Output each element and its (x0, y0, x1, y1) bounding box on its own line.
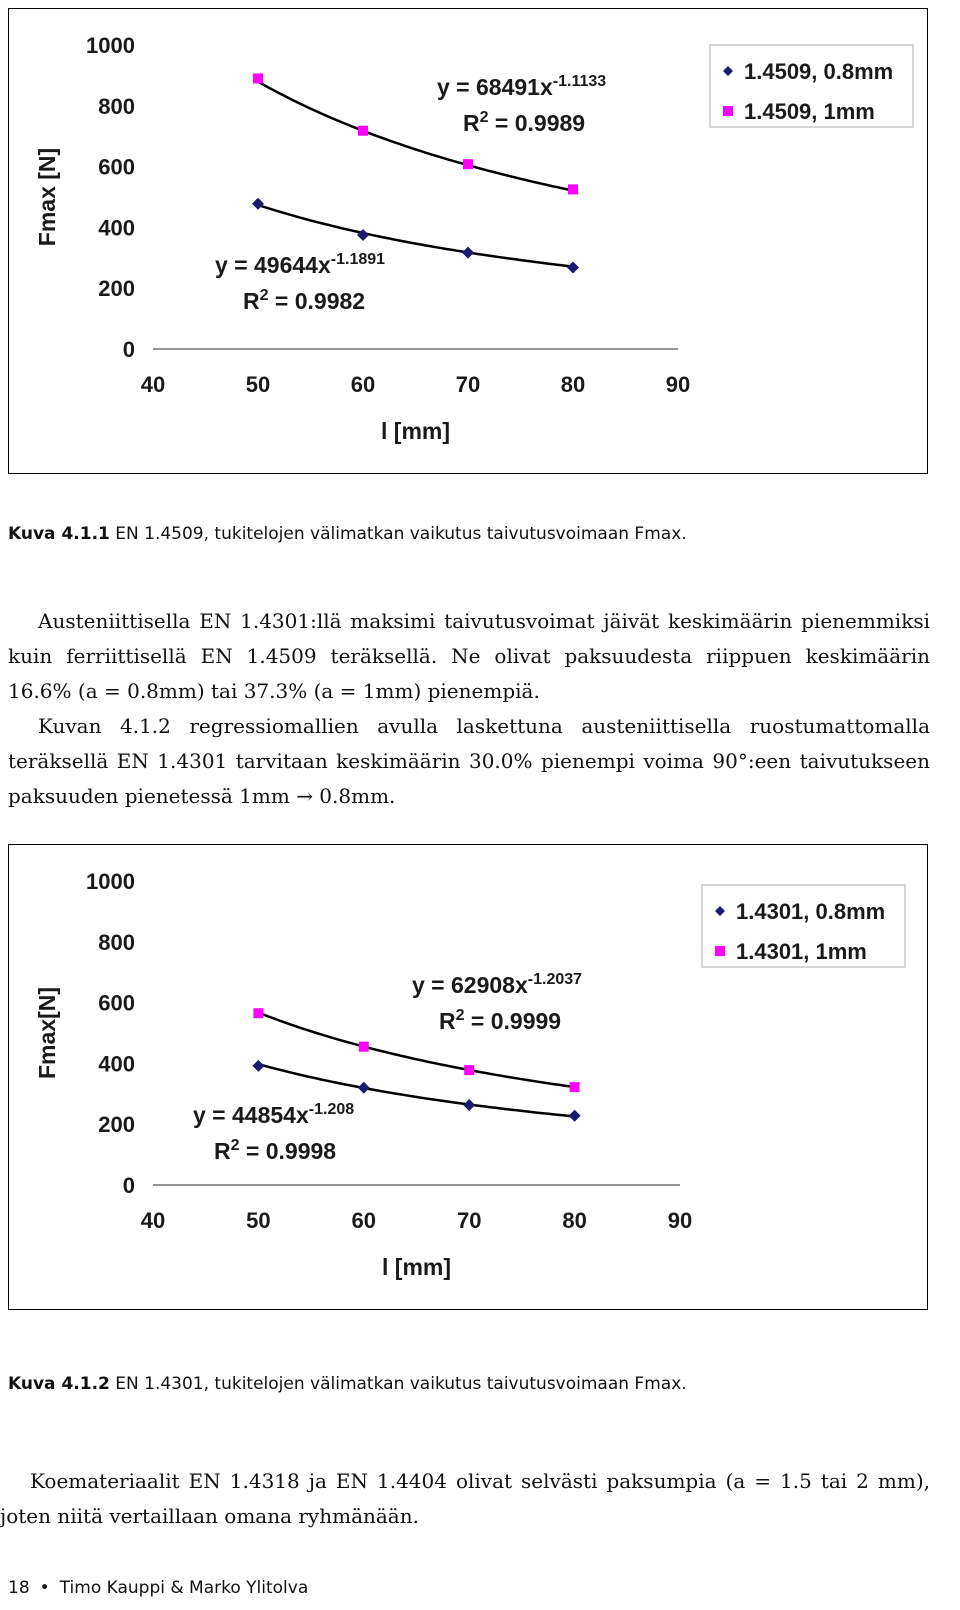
x-tick-label: 70 (456, 1208, 482, 1233)
y-tick-label: 0 (122, 337, 135, 362)
legend-label: 1.4301, 0.8mm (736, 899, 886, 924)
legend-swatch (723, 106, 733, 116)
chart-svg (9, 845, 927, 1309)
page-footer (8, 1578, 308, 1598)
caption-label: Kuva 4.1.1 (8, 524, 110, 544)
data-point-diamond (252, 1060, 264, 1072)
x-tick-label: 60 (350, 372, 376, 397)
data-point-square (464, 1065, 474, 1075)
data-point-diamond (567, 262, 579, 274)
x-axis-label: l [mm] (381, 418, 450, 444)
r-squared-label: $R^2 = 0.9982$ (243, 287, 366, 314)
figure-caption (8, 524, 687, 544)
trendline-equation: $y = 62908x^{-1.2037}$ (412, 971, 583, 998)
footer-authors: Timo Kauppi & Marko Ylitolva (59, 1578, 309, 1598)
data-point-diamond (358, 1082, 370, 1094)
page-number: 18 (8, 1578, 30, 1598)
body-text (0, 1464, 930, 1534)
y-tick-label: 600 (98, 990, 135, 1016)
trendline-equation: $y = 68491x^{-1.1133}$ (437, 73, 607, 100)
trendline-equation: $y = 44854x^{-1.208}$ (193, 1101, 355, 1128)
r-squared-label: $R^2 = 0.9998$ (214, 1137, 337, 1164)
r-squared-label: $R^2 = 0.9999$ (439, 1007, 562, 1034)
x-tick-label: 40 (140, 372, 166, 397)
x-tick-label: 60 (351, 1208, 377, 1233)
x-tick-label: 40 (140, 1208, 166, 1233)
data-point-square (570, 1082, 580, 1092)
paragraph: Kuvan 4.1.2 regressiomallien avulla laskettuna austeniittisella ruostumattomalla teräksellä EN 1.4301 tarvitaan keskimäärin 30.0% pienempi voima 90°:een taivutukseen paksuuden pienetessä 1mm → 0.8mm. (8, 714, 930, 808)
data-point-diamond (462, 247, 474, 259)
figure-caption (8, 1374, 687, 1394)
y-tick-label: 1000 (86, 33, 135, 58)
data-point-diamond (252, 198, 264, 210)
y-tick-label: 800 (98, 93, 135, 119)
trendline-equation: $y = 49644x^{-1.1891}$ (215, 251, 386, 278)
data-point-square (359, 1042, 369, 1052)
x-tick-label: 50 (246, 1208, 271, 1233)
x-tick-label: 90 (667, 1208, 693, 1233)
caption-label: Kuva 4.1.2 (8, 1374, 110, 1394)
data-point-square (253, 1008, 263, 1018)
paragraph: Austeniittisella EN 1.4301:llä maksimi taivutusvoimat jäivät keskimäärin pienemmiksi kuin ferriittisellä EN 1.4509 teräksellä. Ne olivat paksuudesta riippuen keskimäärin 16.6% (a = 0.8mm) tai 37.3% (a = 1mm) pienempiä. (8, 609, 930, 703)
legend-swatch (715, 946, 725, 956)
x-tick-label: 90 (665, 372, 691, 397)
x-tick-label: 50 (245, 372, 271, 397)
x-axis-label: l [mm] (382, 1254, 451, 1280)
y-tick-label: 200 (98, 1112, 135, 1138)
chart-4-1-2 (8, 844, 928, 1310)
x-tick-label: 80 (562, 1208, 587, 1233)
data-point-diamond (569, 1110, 581, 1122)
data-point-square (253, 73, 263, 83)
y-tick-label: 400 (98, 1051, 135, 1077)
y-axis-label: Fmax[N] (34, 986, 60, 1080)
footer-separator: • (39, 1578, 50, 1598)
caption-text: EN 1.4509, tukitelojen välimatkan vaikutus taivutusvoimaan Fmax. (109, 524, 687, 544)
y-tick-label: 800 (98, 929, 135, 955)
caption-text: EN 1.4301, tukitelojen välimatkan vaikutus taivutusvoimaan Fmax. (109, 1374, 687, 1394)
y-tick-label: 400 (98, 215, 135, 241)
data-point-square (358, 126, 368, 136)
y-tick-label: 200 (98, 276, 135, 302)
x-tick-label: 80 (560, 372, 586, 397)
chart-svg (9, 9, 927, 473)
x-tick-label: 70 (455, 372, 481, 397)
r-squared-label: $R^2 = 0.9989$ (463, 109, 586, 136)
legend-label: 1.4301, 1mm (736, 939, 867, 964)
data-point-square (568, 184, 578, 194)
data-point-diamond (463, 1099, 475, 1111)
y-axis-label: Fmax [N] (34, 147, 60, 247)
data-point-diamond (357, 229, 369, 241)
y-tick-label: 600 (98, 154, 135, 180)
chart-4-1-1 (8, 8, 928, 474)
y-tick-label: 1000 (86, 869, 135, 894)
legend-label: 1.4509, 1mm (744, 99, 875, 124)
data-point-square (463, 159, 473, 169)
y-tick-label: 0 (122, 1173, 135, 1198)
paragraph: Koemateriaalit EN 1.4318 ja EN 1.4404 olivat selvästi paksumpia (a = 1.5 tai 2 mm), joten niitä vertaillaan omana ryhmänään. (0, 1469, 930, 1528)
body-text (8, 604, 930, 814)
legend-label: 1.4509, 0.8mm (744, 59, 894, 84)
